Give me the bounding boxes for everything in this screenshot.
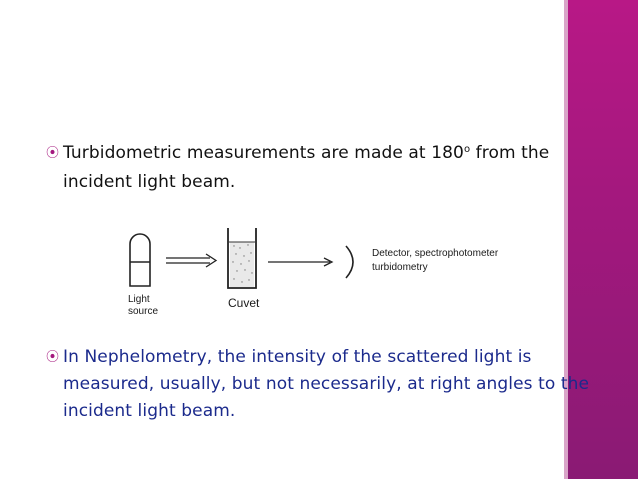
bullet-text [46,140,586,196]
bullet-text: In Nephelometry, the intensity of the scattered light is measured, usually, but not necessarily, at right angles to the incident light beam. [63,347,590,421]
detector-label-line2: turbidometry [372,262,428,273]
bullet-text-part: Turbidometric measurements are made at 180 [63,143,464,163]
light-source-label: Light source [128,294,159,317]
degree-superscript: o [463,144,471,155]
turbidometry-diagram [110,226,530,336]
bullet-turbidometric [46,140,586,196]
bullet-nephelometry [46,344,596,425]
light-source-shape [130,234,150,286]
bullet-text-part: from the incident light beam. [63,143,550,192]
cuvet-label: Cuvet [228,296,260,310]
detector-shape [346,246,353,278]
diagram-drawing [110,226,530,336]
bullet-marker-icon: ⦿ [46,350,60,365]
detector-label-line1: Detector, spectrophotometer [372,248,499,259]
bullet-marker-icon: ⦿ [46,146,60,161]
